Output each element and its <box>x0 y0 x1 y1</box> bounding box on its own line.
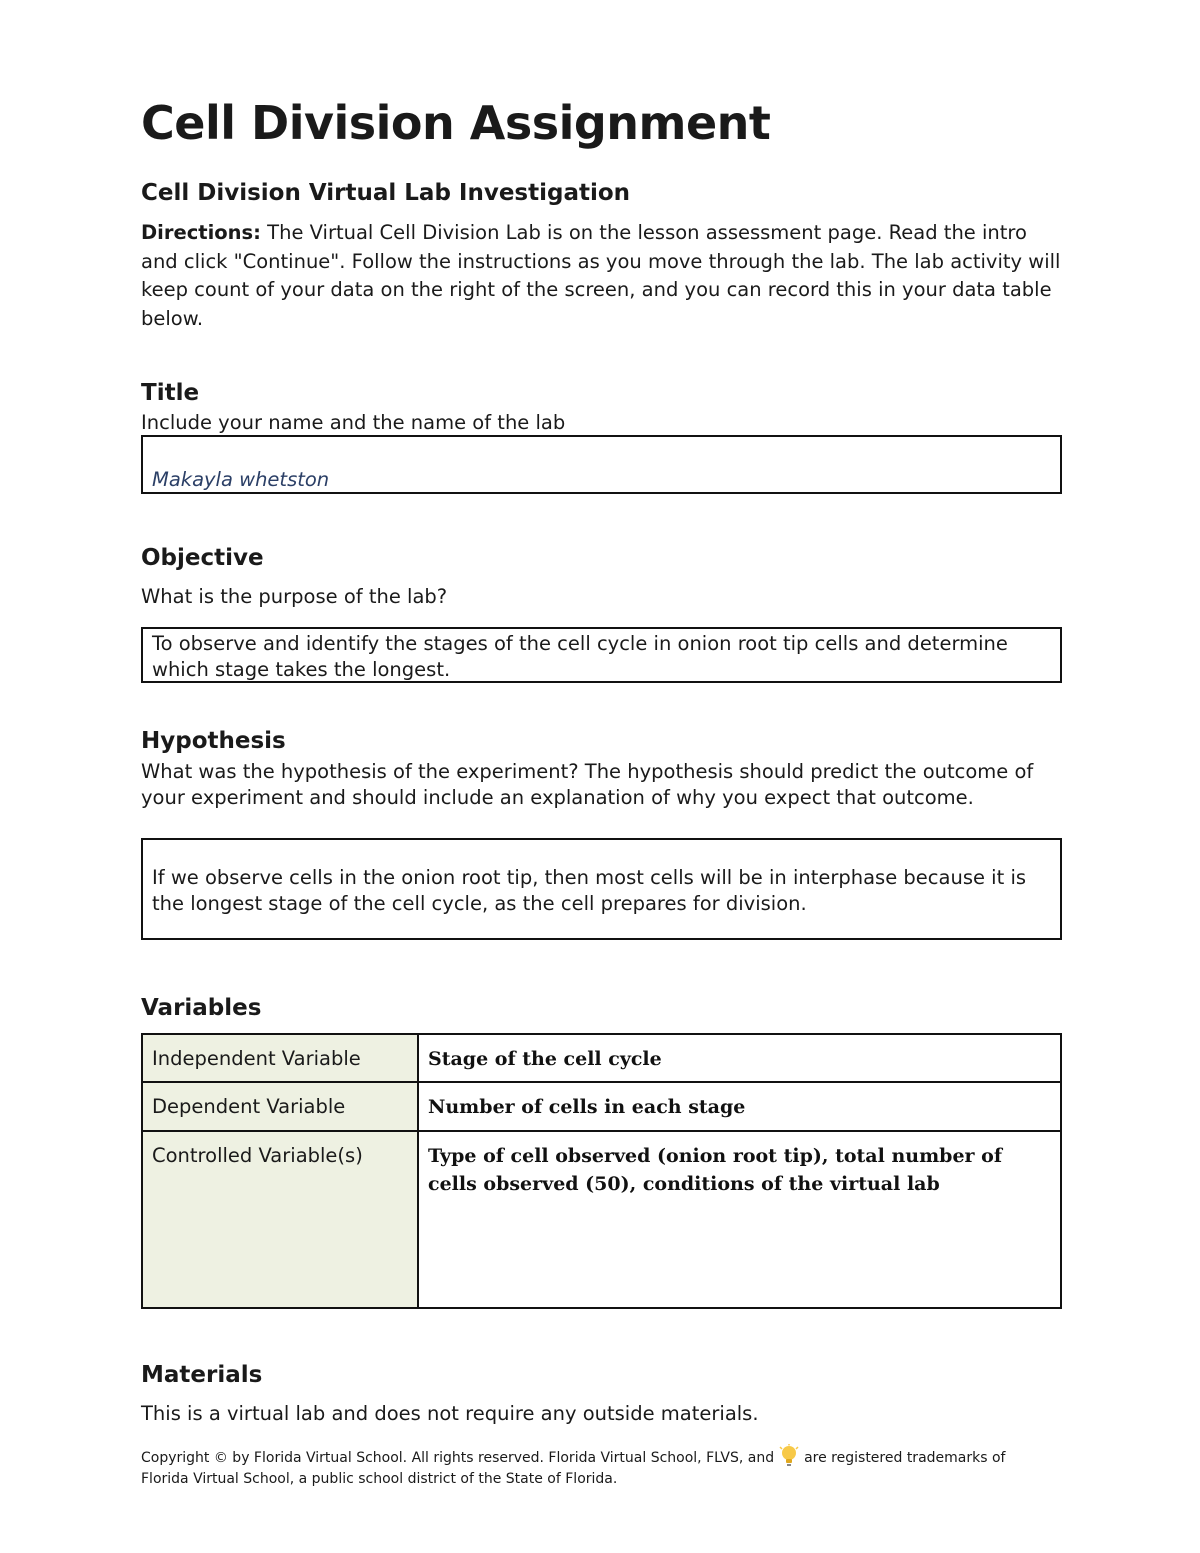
variables-table <box>141 1033 1062 1309</box>
directions-paragraph <box>141 219 1066 333</box>
objective-answer-box[interactable] <box>141 627 1062 683</box>
dependent-variable-value[interactable]: Number of cells in each stage <box>418 1082 1061 1131</box>
title-answer: Makayla whetston <box>152 468 330 491</box>
table-row <box>142 1131 1061 1308</box>
directions-text: The Virtual Cell Division Lab is on the lesson assessment page. Read the intro and click "Continue". Follow the instructions as you move through the lab. The lab activity will keep count of your data on the right of the screen, and you can record this in your data table below. <box>141 221 1061 330</box>
materials-text: This is a virtual lab and does not require any outside materials. <box>141 1402 759 1425</box>
variables-heading: Variables <box>141 995 262 1021</box>
footer-text-before-logo: Copyright © by Florida Virtual School. All rights reserved. Florida Virtual School, FLVS, and <box>141 1450 775 1466</box>
title-heading: Title <box>141 380 200 406</box>
dependent-variable-label: Dependent Variable <box>142 1082 418 1131</box>
controlled-variables-label: Controlled Variable(s) <box>142 1131 418 1308</box>
lab-subtitle: Cell Division Virtual Lab Investigation <box>141 180 631 206</box>
hypothesis-prompt: What was the hypothesis of the experiment? The hypothesis should predict the outcome of your experiment and should include an explanation of why you expect that outcome. <box>141 760 1034 809</box>
title-answer-box[interactable] <box>141 435 1062 494</box>
flvs-lightbulb-logo-icon <box>778 1444 800 1470</box>
objective-answer: To observe and identify the stages of the cell cycle in onion root tip cells and determine which stage takes the longest. <box>152 632 1008 681</box>
copyright-footer <box>141 1444 1041 1489</box>
directions-label: Directions: <box>141 221 261 244</box>
independent-variable-label: Independent Variable <box>142 1034 418 1082</box>
hypothesis-answer: If we observe cells in the onion root tip, then most cells will be in interphase because it is the longest stage of the cell cycle, as the cell prepares for division. <box>152 866 1027 915</box>
controlled-variables-value[interactable]: Type of cell observed (onion root tip), total number of cells observed (50), conditions of the virtual lab <box>418 1131 1061 1308</box>
table-row <box>142 1034 1061 1082</box>
hypothesis-answer-box[interactable] <box>141 838 1062 940</box>
objective-prompt: What is the purpose of the lab? <box>141 585 448 608</box>
page-title: Cell Division Assignment <box>141 96 771 150</box>
materials-heading: Materials <box>141 1362 263 1388</box>
title-prompt: Include your name and the name of the lab <box>141 411 566 434</box>
hypothesis-heading: Hypothesis <box>141 728 286 754</box>
objective-heading: Objective <box>141 545 264 571</box>
footer-text-after-logo: are registered trademarks of Florida Virtual School, a public school district of the State of Florida. <box>141 1450 1006 1487</box>
independent-variable-value[interactable]: Stage of the cell cycle <box>418 1034 1061 1082</box>
table-row <box>142 1082 1061 1131</box>
